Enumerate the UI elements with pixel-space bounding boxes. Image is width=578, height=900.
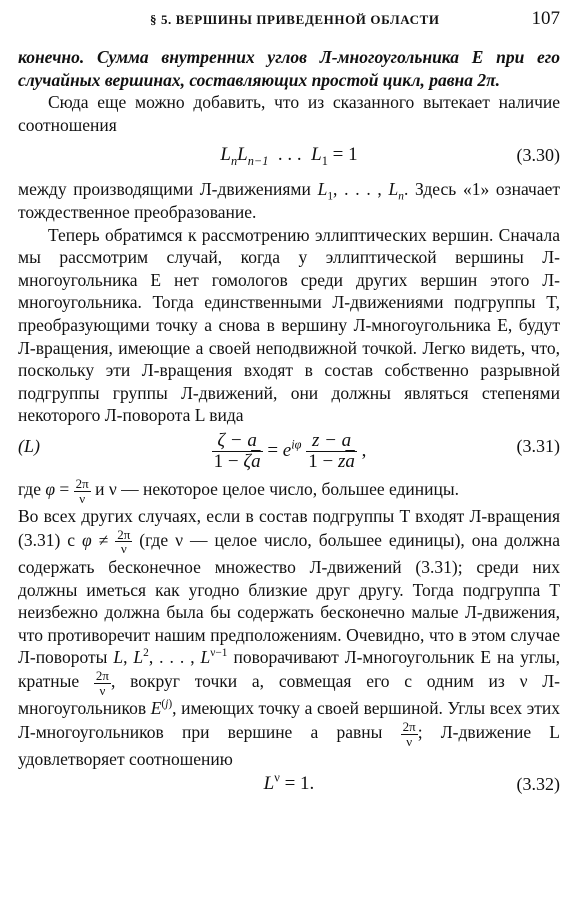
page-body <box>18 46 560 805</box>
paragraph: где φ = $\frac{2\pi}{\nu}$ и ν — некоторое целое число, большее единицы. <box>18 475 460 506</box>
equation-3-32 <box>18 771 560 805</box>
equation-3-31 <box>18 427 560 477</box>
equation-body: $L_nL_{n-1}$ . . . $L_1 = 1$ <box>220 144 358 169</box>
page-number: 107 <box>531 8 560 29</box>
equation-body: $\frac{\zeta - a}{1 - \zeta\overline{a}}$ = $e^{i\varphi}$ $\frac{z - a}{1 - z\overline{a}}$ , <box>213 429 367 472</box>
equation-body: $L^\nu = 1$. <box>263 770 315 794</box>
equation-3-30 <box>18 136 560 178</box>
equation-number: (3.30) <box>516 145 560 166</box>
equation-label: (L) <box>18 435 40 456</box>
equation-number: (3.31) <box>516 435 560 456</box>
theorem-text: конечно. Сумма внутренних углов Л-многоугольника E при его случайных вершинах, составляющих простой цикл, равна 2π. <box>18 47 560 90</box>
paragraph: Сюда еще можно добавить, что из сказанного вытекает наличие соотношения <box>18 92 560 135</box>
paragraph: Во всех других случаях, если в состав подгруппы T входят Л-вращения (3.31) с φ ≠ $\frac{2\pi}{\nu}$ (где ν — целое число, большее единицы), она должна содержать бесконечное множество Л-движений (3.31); среди них должны иметься как угодно близкие друг другу. Тогда подгруппа T неизбежно должна была бы содержать бесконечно малые Л-движения, что противоречит нашим предположениям. Очевидно, что в этом случае Л-повороты L, $L^2$, . . . , $L^{\nu-1}$ поворачивают Л-многоугольник E на углы, кратные $\frac{2\pi}{\nu}$ , вокруг точки a, совмещая его с одним из ν Л-многоугольников $E^{(j)}$, имеющих точку a своей вершиной. Углы всех этих Л-многоугольников при вершине a равны $\frac{2\pi}{\nu}$ ; Л-движение L удовлетворяет соотношению <box>18 506 560 770</box>
running-header <box>0 6 578 32</box>
paragraph: Теперь обратимся к рассмотрению эллиптических вершин. Сначала мы рассмотрим случай, когда у эллиптической вершины Л-многоугольника E нет гомологов среди других вершин этого Л-многоугольника. Тогда единственными Л-движениями подгруппы T, преобразующими точку a снова в вершину Л-многоугольника E, будут Л-вращения, имеющие a своей неподвижной точкой. Легко видеть, что, поскольку эти Л-вращения входят в состав собственно разрывной подгруппы группы Л-движений, они должны являться степенями некоторого Л-поворота L вида <box>18 224 560 426</box>
paragraph: между производящими Л-движениями $L_1$, . . . , $L_n$. Здесь «1» означает тождественное преобразование. <box>18 179 561 222</box>
section-title: § 5. ВЕРШИНЫ ПРИВЕДЕННОЙ ОБЛАСТИ <box>150 12 440 27</box>
equation-number: (3.32) <box>516 773 560 794</box>
